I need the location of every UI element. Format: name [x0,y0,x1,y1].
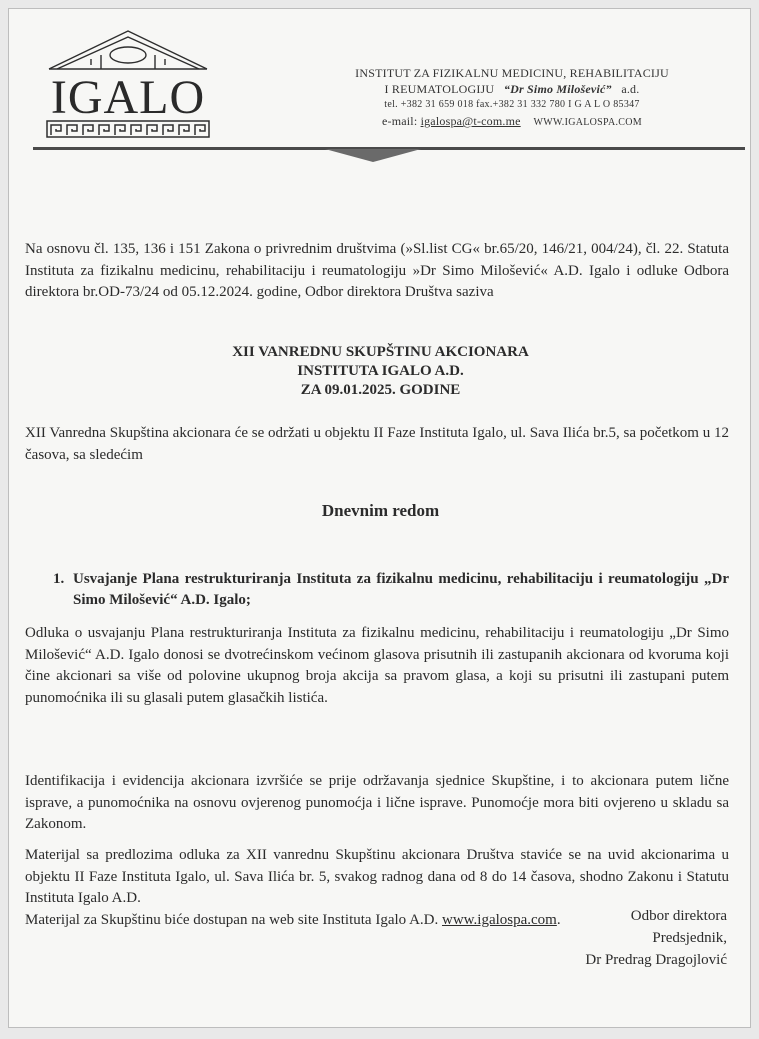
meeting-info-paragraph: XII Vanredna Skupština akcionara će se održati u objektu II Faze Instituta Igalo, ul. Sava Ilića br.5, sa početkom u 12 časova, sa sledećim [25,425,729,463]
identification-paragraph: Identifikacija i evidencija akcionara izvršiće se prije održavanja sjednice Skupštine, i to akcionara putem lične isprave, a punomoćnika na osnovu ovjerenog punomoćja i lične isprave. Punomoćje mora biti ovjereno u skladu sa Zakonom. [25,773,729,832]
email-label: e-mail: [381,114,418,128]
agenda-item [53,569,729,611]
institution-name-line2 [297,81,727,97]
document-page [8,8,751,1028]
igalo-logo [41,25,215,143]
contact-phone: tel. +382 31 659 018 fax.+382 31 332 780 I G A L O 85347 [384,99,640,110]
website-text: WWW.IGALOSPA.COM [533,117,642,128]
title-line3: ZA 09.01.2025. GODINE [300,382,461,398]
signature-role: Predsjednik, [652,930,727,946]
email-link[interactable]: igalospa@t-com.me [420,114,521,128]
materials-text: Materijal sa predlozima odluka za XII vanrednu Skupštinu akcionara Društva staviće se na uvid akcionarima u objektu II Faze Instituta Igalo, ul. Sava Ilića br. 5, svakog radnog dana od 8 do 14 časova, shodno Zakonu i Statutu Instituta Igalo A.D. [25,847,729,906]
contact-email-line [297,113,727,131]
decision-paragraph: Odluka o usvajanju Plana restrukturiranja Instituta za fizikalnu medicinu, rehabilitaciju i reumatologiju „Dr Simo Milošević“ A.D. Igalo donosi se dvotrećinskom većinom glasova prisutnih ili zastupanih akcionara od kvoruma koji čine akcionari sa više od polovine ukupnog broja akcija sa pravom glasa, a koji su prisutni ili zastupani putem punomoćnika ili su glasali putem glasačkih listića. [25,625,729,706]
title-line1: XII VANREDNU SKUPŠTINU AKCIONARA [232,344,529,360]
agenda-item-number: 1. [53,571,65,587]
document-title [9,343,752,400]
signature-board: Odbor direktora [630,908,727,924]
materials-web-suffix: . [556,911,561,928]
logo-text: IGALO [50,71,206,124]
agenda-heading: Dnevnim redom [321,501,440,520]
institution-name-prefix: I REUMATOLOGIJU [384,82,495,96]
chevron-down-icon [325,149,421,163]
institution-suffix: a.d. [621,82,640,96]
title-line2: INSTITUTA IGALO A.D. [297,363,464,379]
institution-name-line1: INSTITUT ZA FIZIKALNU MEDICINU, REHABILITACIJU [355,66,669,80]
signature-name: Dr Predrag Dragojlović [585,952,727,968]
website-link[interactable]: www.igalospa.com [442,911,557,928]
agenda-item-text: Usvajanje Plana restrukturiranja Instituta za fizikalnu medicinu, rehabilitaciju i reumatologiju „Dr Simo Milošević“ A.D. Igalo; [73,571,729,608]
institution-header [297,65,727,131]
materials-web-prefix: Materijal za Skupštinu biće dostupan na web site Instituta Igalo A.D. [25,911,439,928]
signature-block [585,905,727,971]
institution-director-name: “Dr Simo Milošević” [503,82,612,96]
intro-paragraph: Na osnovu čl. 135, 136 i 151 Zakona o privrednim društvima (»Sl.list CG« br.65/20, 146/21, 004/24), čl. 22. Statuta Instituta za fizikalnu medicinu, rehabilitaciju i reumatologiju »Dr Simo Milošević« A.D. Igalo i odluke Odbora direktora br.OD-73/24 od 05.12.2024. godine, Odbor direktora Društva saziva [25,241,729,300]
